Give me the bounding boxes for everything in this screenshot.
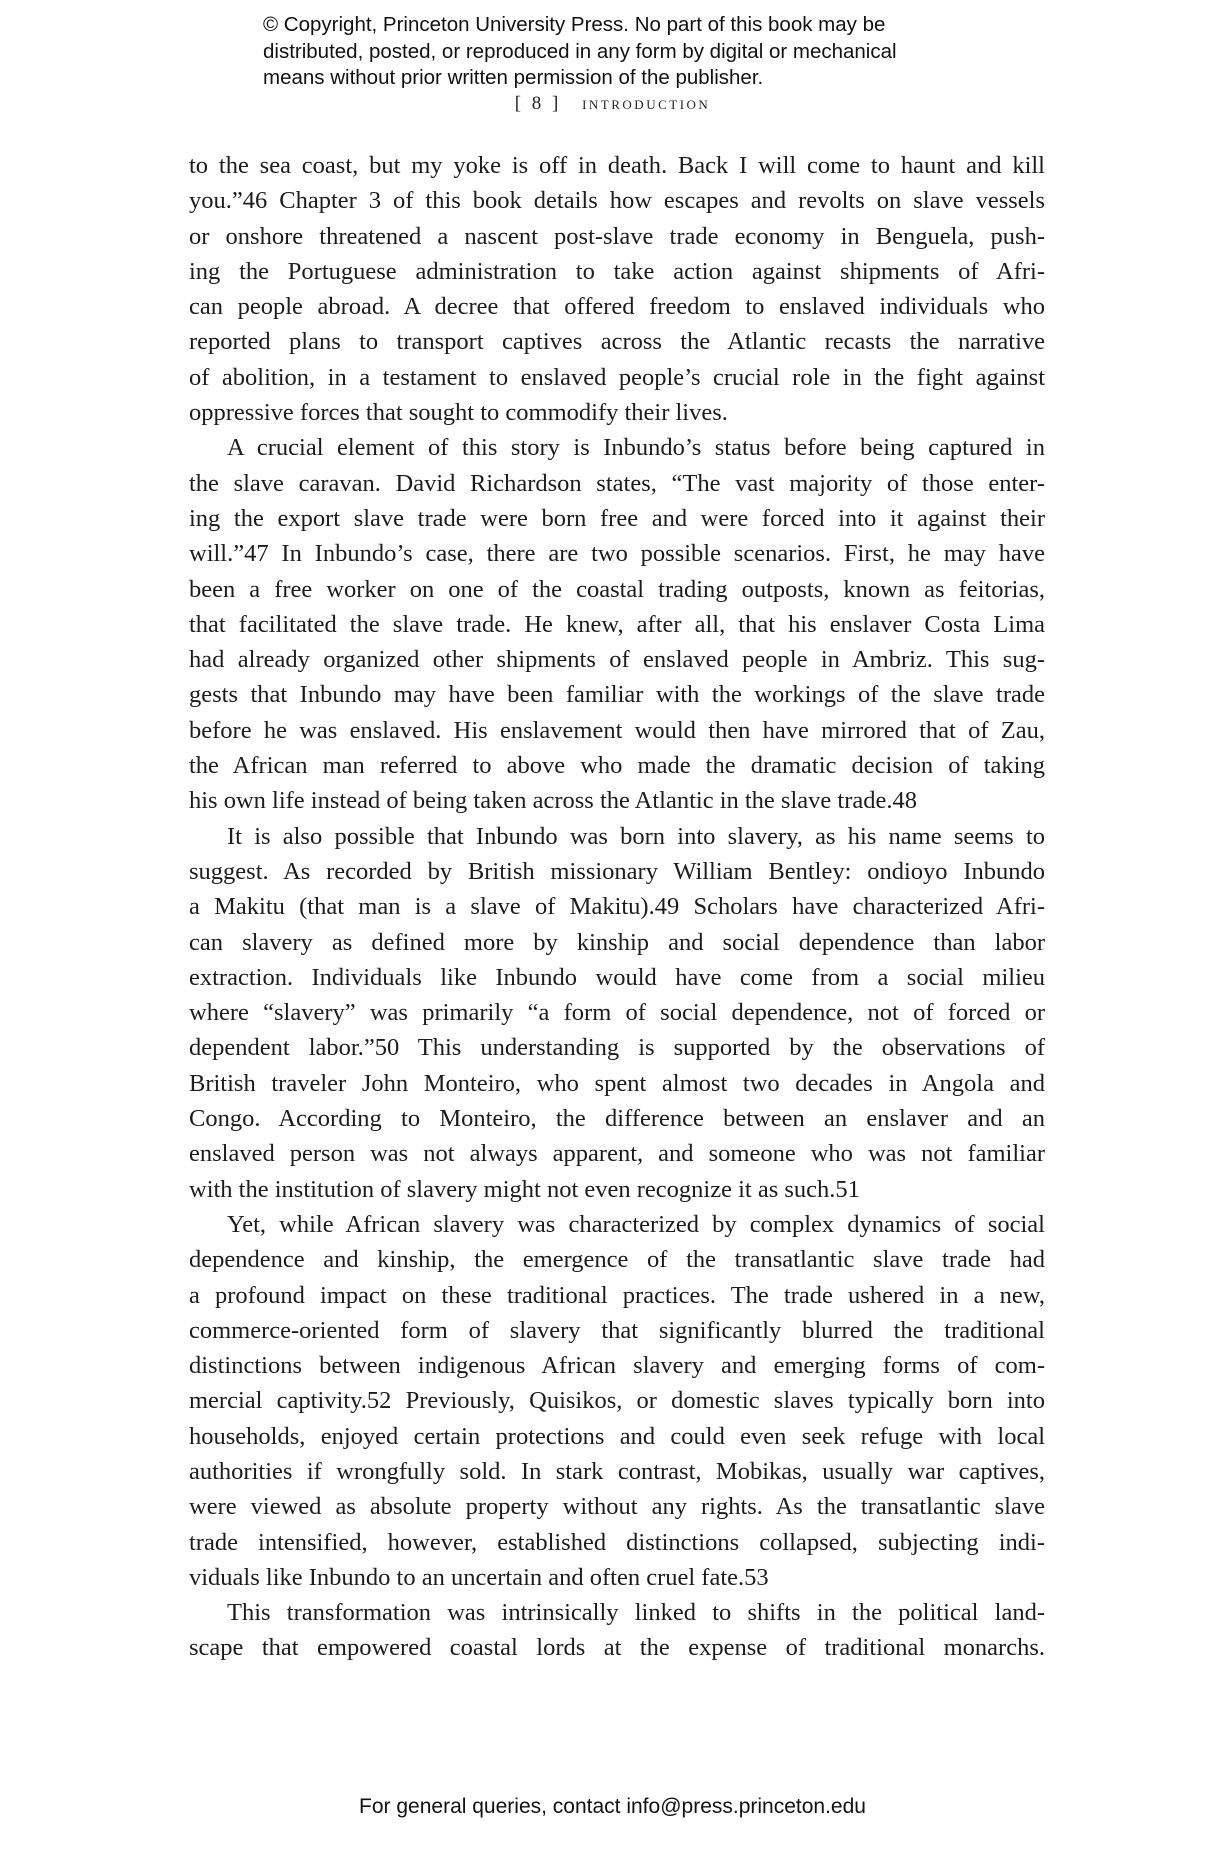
text-line: ing the export slave trade were born free and were forced into it against their	[189, 504, 1045, 532]
text-line: suggest. As recorded by British missionary William Bentley: ondioyo Inbundo	[189, 857, 1045, 885]
text-line: to the sea coast, but my yoke is off in death. Back I will come to haunt and kill	[189, 152, 1045, 179]
text-line: where “slavery” was primarily “a form of social dependence, not of forced or	[189, 999, 1045, 1027]
text-line: a Makitu (that man is a slave of Makitu).49 Scholars have characterized Afri-	[189, 893, 1045, 921]
text-line: reported plans to transport captives across the Atlantic recasts the narrative	[189, 328, 1045, 356]
text-line: mercial captivity.52 Previously, Quisikos, or domestic slaves typically born into	[189, 1387, 1045, 1415]
copyright-line: distributed, posted, or reproduced in any form by digital or mechanical	[263, 39, 897, 63]
text-line: with the institution of slavery might not even recognize it as such.51	[189, 1175, 860, 1203]
text-line: will.”47 In Inbundo’s case, there are two possible scenarios. First, he may have	[189, 540, 1045, 568]
text-line: his own life instead of being taken across the Atlantic in the slave trade.48	[189, 787, 917, 815]
text-line: British traveler John Monteiro, who spent almost two decades in Angola and	[189, 1069, 1045, 1097]
copyright-line: © Copyright, Princeton University Press. No part of this book may be	[263, 13, 886, 36]
text-line: It is also possible that Inbundo was born into slavery, as his name seems to	[227, 822, 1045, 850]
running-head	[0, 93, 1225, 115]
text-line: you.”46 Chapter 3 of this book details how escapes and revolts on slave vessels	[189, 187, 1045, 215]
text-line: before he was enslaved. His enslavement would then have mirrored that of Zau,	[189, 716, 1045, 744]
text-line: the slave caravan. David Richardson states, “The vast majority of those enter-	[189, 469, 1045, 497]
text-line: gests that Inbundo may have been familiar with the workings of the slave trade	[189, 681, 1045, 709]
text-line: can slavery as defined more by kinship and social dependence than labor	[189, 928, 1045, 956]
text-line: trade intensified, however, established distinctions collapsed, subjecting indi-	[189, 1528, 1045, 1556]
text-line: A crucial element of this story is Inbundo’s status before being captured in	[227, 434, 1045, 462]
text-line: can people abroad. A decree that offered freedom to enslaved individuals who	[189, 293, 1045, 321]
section-title: introduction	[582, 93, 711, 114]
text-line: Congo. According to Monteiro, the difference between an enslaver and an	[189, 1105, 1045, 1133]
copyright-line: means without prior written permission of the publisher.	[263, 66, 764, 89]
text-line: enslaved person was not always apparent, and someone who was not familiar	[189, 1140, 1045, 1168]
copyright-notice	[263, 12, 1023, 92]
footer-contact: For general queries, contact info@press.princeton.edu	[359, 1795, 866, 1818]
text-line: that facilitated the slave trade. He knew, after all, that his enslaver Costa Lima	[189, 610, 1045, 638]
text-line: dependence and kinship, the emergence of the transatlantic slave trade had	[189, 1246, 1045, 1274]
text-line: Yet, while African slavery was characterized by complex dynamics of social	[227, 1210, 1045, 1238]
text-line: distinctions between indigenous African slavery and emerging forms of com-	[189, 1352, 1045, 1380]
text-line: were viewed as absolute property without any rights. As the transatlantic slave	[189, 1493, 1045, 1521]
text-line: authorities if wrongfully sold. In stark contrast, Mobikas, usually war captives,	[189, 1457, 1045, 1485]
text-line: the African man referred to above who made the dramatic decision of taking	[189, 752, 1045, 780]
text-line: or onshore threatened a nascent post-slave trade economy in Benguela, push-	[189, 222, 1045, 250]
text-line: a profound impact on these traditional practices. The trade ushered in a new,	[189, 1281, 1045, 1309]
page-number: [ 8 ]	[514, 93, 562, 114]
text-line: commerce-oriented form of slavery that significantly blurred the traditional	[189, 1316, 1045, 1344]
text-line: of abolition, in a testament to enslaved people’s crucial role in the fight against	[189, 363, 1045, 391]
text-line: oppressive forces that sought to commodify their lives.	[189, 399, 728, 427]
text-line: had already organized other shipments of enslaved people in Ambriz. This sug-	[189, 646, 1045, 674]
text-line: viduals like Inbundo to an uncertain and often cruel fate.53	[189, 1563, 769, 1591]
text-line: dependent labor.”50 This understanding is supported by the observations of	[189, 1034, 1045, 1062]
text-line: been a free worker on one of the coastal trading outposts, known as feitorias,	[189, 575, 1045, 603]
text-line: scape that empowered coastal lords at the expense of traditional monarchs.	[189, 1634, 1045, 1662]
text-line: households, enjoyed certain protections and could even seek refuge with local	[189, 1422, 1045, 1450]
text-line: ing the Portuguese administration to take action against shipments of Afri-	[189, 257, 1045, 285]
text-line: extraction. Individuals like Inbundo would have come from a social milieu	[189, 963, 1045, 991]
body-text	[189, 148, 1045, 1666]
text-line: This transformation was intrinsically linked to shifts in the political land-	[227, 1599, 1045, 1627]
